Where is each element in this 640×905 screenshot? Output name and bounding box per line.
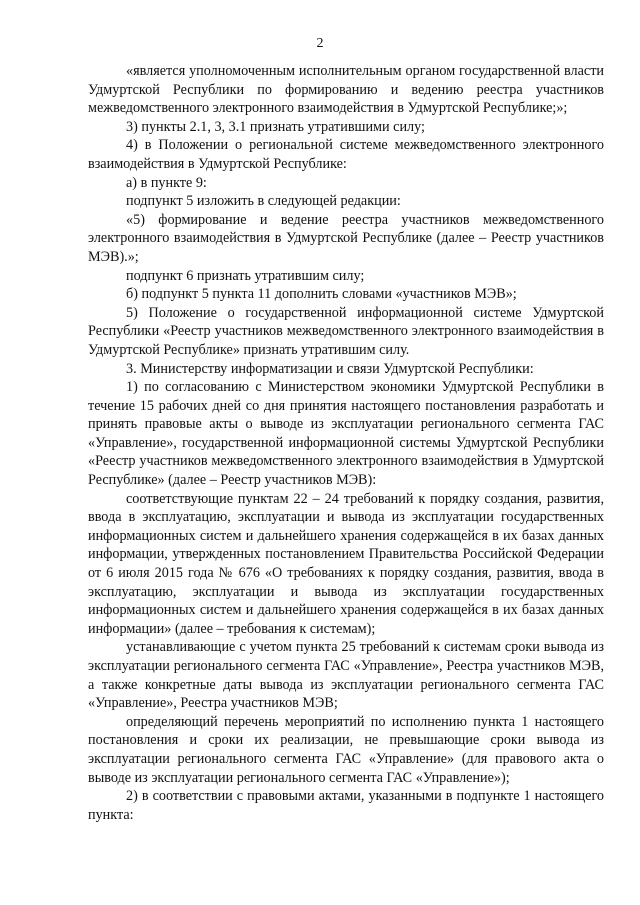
page-number: 2 [316,36,324,51]
paragraph: а) в пункте 9: [126,174,207,191]
paragraph: 1) по согласованию с Министерством экономики Удмуртской Республики в течение 15 рабочих дней со дня принятия настоящего постановления разработать и принять правовые акты о выводе из эксплуатации регионального сегмента ГАС «Управление», государственной информационной системы Удмуртской Республики «Реестр участников межведомственного электронного взаимодействия в Удмуртской Республике» (далее – Реестр участников МЭВ): [88,379,604,489]
paragraph: 5) Положение о государственной информационной системе Удмуртской Республики «Реестр участников межведомственного электронного взаимодействия в Удмуртской Республике» признать утратившим силу. [88,304,604,358]
paragraph: 3) пункты 2.1, 3, 3.1 признать утратившими силу; [126,118,425,135]
paragraph: 3. Министерству информатизации и связи Удмуртской Республики: [126,360,534,377]
paragraph: «является уполномоченным исполнительным органом государственной власти Удмуртской Республики по формированию и ведению реестра участников межведомственного электронного взаимодействия в Удмуртской Республике;»; [88,63,604,117]
paragraph: подпункт 5 изложить в следующей редакции: [126,193,401,210]
paragraph: б) подпункт 5 пункта 11 дополнить словами «участников МЭВ»; [126,286,517,303]
paragraph: соответствующие пунктам 22 – 24 требований к порядку создания, развития, ввода в эксплуатацию, эксплуатации и вывода из эксплуатации государственных информационных систем и дальнейшего хранения содержащейся в их базах данных информации, утвержденных постановлением Правительства Российской Федерации от 6 июля 2015 года № 676 «О требованиях к порядку создания, развития, ввода в эксплуатацию, эксплуатации и вывода из эксплуатации государственных информационных систем и дальнейшего хранения содержащейся в их базах данных информации» (далее – требования к системам); [88,490,604,637]
paragraph: подпункт 6 признать утратившим силу; [126,267,365,284]
paragraph: устанавливающие с учетом пункта 25 требований к системам сроки вывода из эксплуатации регионального сегмента ГАС «Управление», Реестра участников МЭВ, а также конкретные даты вывода из эксплуатации регионального сегмента ГАС «Управление», Реестра участников МЭВ; [88,639,604,712]
paragraph: 2) в соответствии с правовыми актами, указанными в подпункте 1 настоящего пункта: [88,788,604,823]
document-body [88,62,604,824]
paragraph: определяющий перечень мероприятий по исполнению пункта 1 настоящего постановления и сроки их реализации, не превышающие сроки вывода из эксплуатации регионального сегмента ГАС «Управление» (для правового акта о выводе из эксплуатации регионального сегмента ГАС «Управление»); [88,713,604,786]
paragraph: 4) в Положении о региональной системе межведомственного электронного взаимодействия в Удмуртской Республике: [88,137,604,172]
paragraph: «5) формирование и ведение реестра участников межведомственного электронного взаимодействия в Удмуртской Республике (далее – Реестр участников МЭВ).»; [88,211,604,265]
